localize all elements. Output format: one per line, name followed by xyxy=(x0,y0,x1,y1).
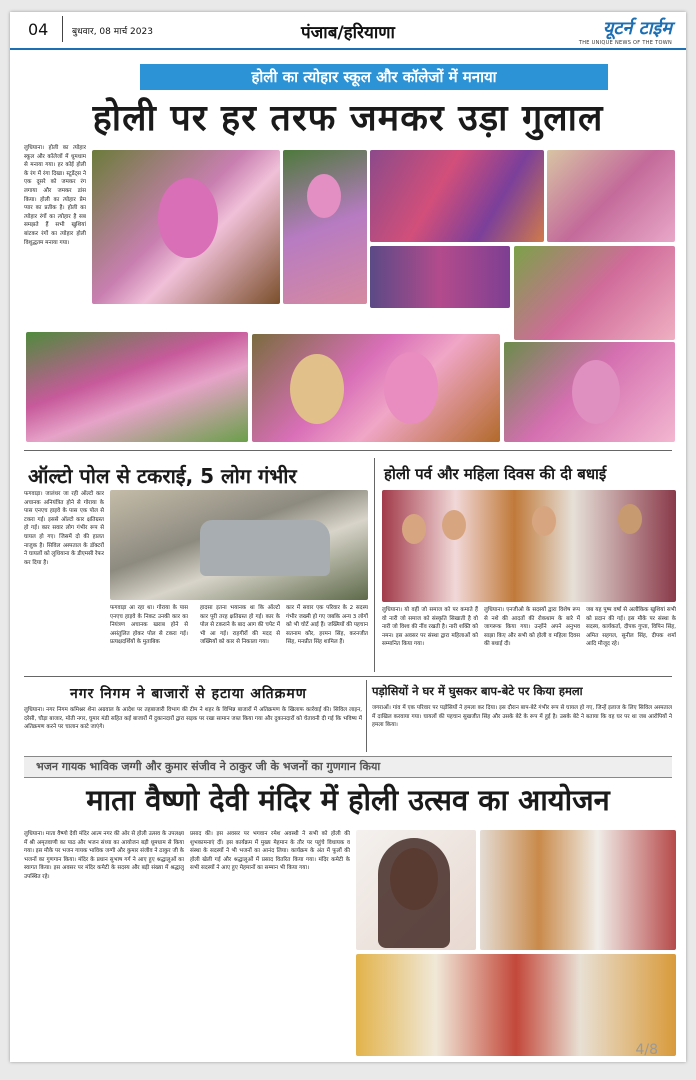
car-shape xyxy=(200,520,330,576)
story3-body-a: लुधियाना। यो वहीं जो समाज को पर कमाते हैं वो नारी जो समाज को संस्कृति सिखाती है वो नारी जो विश्व की नींव रखती है। नारी शक्ति को नमन। इस अवसर पर संस्था द्वारा महिलाओं को सम्मानित किया गया। xyxy=(382,607,478,648)
story5-body: जगराओं। गांव में एक परिवार पर पड़ोसियों ने हमला कर दिया। इस दौरान बाप-बेटे गंभीर रूप से घायल हो गए, जिन्हें इलाज के लिए सिविल अस्पताल में दाखिल करवाया गया। घायलों की पहचान सुखजीत सिंह और उसके बेटे के रूप में हुई है। उसके बेटे ने बताया कि वह घर पर था जब आरोपियों ने हमला किया। xyxy=(372,705,672,729)
face-shape xyxy=(532,506,556,536)
section-title: पंजाब/हरियाणा xyxy=(301,23,395,43)
issue-date: बुधवार, 08 मार्च 2023 xyxy=(72,27,153,37)
car-accident-photo xyxy=(110,490,368,600)
story6-subheadline: भजन गायक भाविक जग्गी और कुमार संजीव ने ठाकुर जी के भजनों का गुणगान किया xyxy=(36,760,381,773)
page-indicator: 4/8 xyxy=(635,1042,658,1058)
story5-headline: पड़ोसियों ने घर में घुसकर बाप-बेटे पर किया हमला xyxy=(372,684,583,698)
holi-photo-6 xyxy=(514,246,675,340)
story4-body: लुधियाना। नगर निगम कमिश्नर शेना अग्रवाल के आदेश पर तहबाजारी विभाग की टीम ने शहर के विभिन्न बाजारों में अतिक्रमण के खिलाफ कार्रवाई की। सिविल लाइन, दरेसी, चौड़ा बाजार, मोती नगर, घुमार मंडी सहित कई बाजारों में दुकानदारों द्वारा सड़क पर रखा सामान जब्त किया गया और दुकानदारों को चेतावनी दी गई कि भविष्य में अतिक्रमण करने पर चालान काटे जाएंगे। xyxy=(24,707,362,731)
face-shape xyxy=(384,352,438,424)
story3-headline: होली पर्व और महिला दिवस की दी बधाई xyxy=(384,465,607,483)
page-header xyxy=(10,12,686,50)
story6-subheadline-bar xyxy=(24,756,672,778)
face-shape xyxy=(402,514,426,544)
page-number: 04 xyxy=(28,20,49,39)
face-shape xyxy=(442,510,466,540)
story2-body-d: कार में सवार एक परिवार के 2 सदस्य गंभीर जख्मी हो गए जबकि अन्य 3 लोगों को भी चोटें आई हैं। जख्मियों की पहचान सतनाम कौर, हरमन सिंह, करनजीत सिंह, मनप्रीत सिंह शामिल हैं। xyxy=(286,605,368,646)
holi-photo-7 xyxy=(26,332,248,442)
story1-banner: होली का त्योहार स्कूल और कॉलेजों में मनाया xyxy=(140,64,608,90)
story6-body-a: लुधियाना। माता वैष्णो देवी मंदिर आत्म नगर की ओर से होली उत्सव के उपलक्ष्य में श्री अमृतवाणी का पाठ और भजन संध्या का आयोजन बड़ी धूमधाम से किया गया। इस मौके पर भजन गायक भाविक जग्गी और कुमार संजीव ने ठाकुर जी के भजनों का गुणगान किया। मंदिर के प्रधान सुभाष गर्ग ने आए हुए श्रद्धालुओं का स्वागत किया। इस अवसर पर मंदिर कमेटी के सदस्य और बड़ी संख्या में श्रद्धालु उपस्थित रहे। xyxy=(24,831,184,880)
holi-photo-5 xyxy=(370,246,510,308)
story1-headline: होली पर हर तरफ जमकर उड़ा गुलाल xyxy=(92,98,604,139)
womens-day-photo xyxy=(382,490,676,602)
holi-photo-1 xyxy=(92,150,280,304)
story2-headline: ऑल्टो पोल से टकराई, 5 लोग गंभीर xyxy=(28,464,297,488)
holi-photo-3 xyxy=(370,150,544,242)
temple-group-photo-1 xyxy=(480,830,676,950)
holi-photo-2 xyxy=(283,150,367,304)
face-shape xyxy=(307,174,341,218)
newspaper-page xyxy=(10,12,686,1062)
temple-group-photo-2 xyxy=(356,954,676,1056)
story3-body-b: लुधियाना। एनजीओ के सदस्यों द्वारा विशेष रूप से नशे की आदतों की रोकथाम के बारे में जागरूक किया गया। उन्होंने अपने अनुभव साझा किए और सभी को होली व महिला दिवस की बधाई दी। xyxy=(484,607,580,648)
holi-photo-9 xyxy=(504,342,675,442)
story4-headline: नगर निगम ने बाजारों से हटाया अतिक्रमण xyxy=(70,686,307,702)
story-divider xyxy=(24,450,672,451)
face-shape xyxy=(618,504,642,534)
column-divider xyxy=(366,680,367,752)
face-shape xyxy=(158,178,218,258)
singer-photo xyxy=(356,830,476,950)
column-divider xyxy=(374,458,375,672)
story2-body-b: फगवाड़ा आ रहा था। गोराया के पास एनएच हाइवे के निकट उनकी कार का नियंत्रण अचानक खराब होने से असंतुलित होकर पोल से टकरा गई। प्रत्यक्षदर्शियों के मुताबिक xyxy=(110,605,188,646)
hair-shape xyxy=(378,838,450,948)
story2-body-c: हादसा इतना भयानक था कि ऑल्टो कार पूरी तरह क्षतिग्रस्त हो गई। कार के पोल से टकराने के बाद आग की चपेट में भी आ गई। राहगीरों की मदद से जख्मियों को कार से निकाला गया। xyxy=(200,605,280,646)
story-divider xyxy=(24,676,672,677)
holi-photo-8 xyxy=(252,334,500,442)
story1-body: लुधियाना। होली का त्योहार स्कूल और कॉलेजों में धूमधाम से मनाया गया। हर कोई होली के रंग में रंगा दिखा। स्टूडेंट्स ने एक दूसरे को जमकर रंग लगाया और जमकर डांस किया। होली का त्योहार प्रेम प्यार का प्रतीक है। होली का त्योहार रंगों का त्योहार है सब समझते हैं सभी खुशियां बांटकर रंगों का त्योहार होली विशुद्धतम मनाया गया। xyxy=(24,145,86,246)
story6-body-b: प्रसाद की। इस अवसर पर भगवान रमेश अवस्थी ने सभी को होली की शुभकामनाएं दीं। इस कार्यक्रम में मुख्य मेहमान के तौर पर पहुंचे विधायक व संस्था के सदस्यों ने भी भजनों का आनंद लिया। कार्यक्रम के अंत में फूलों की होली खेली गई और श्रद्धालुओं में प्रसाद वितरित किया गया। मंदिर कमेटी के सभी सदस्यों ने आए हुए मेहमानों का सम्मान भी किया गया। xyxy=(190,831,350,872)
face-shape xyxy=(572,360,620,424)
story6-headline: माता वैष्णो देवी मंदिर में होली उत्सव का आयोजन xyxy=(86,783,610,817)
story2-body-a: फगवाड़ा। जालंधर जा रही ऑल्टो कार अचानक अनियंत्रित होने से गोराया के पास एनएच हाइवे के पास एक पोल से टकरा गई। इससे ऑल्टो कार क्षतिग्रस्त हो गई। कार सवार लोग गंभीर रूप से घायल हो गए। जिसमें दो की हालत नाजुक है। सिविल अस्पताल के डॉक्टरों ने घायलों को लुधियाना के डीएमसी रेफर कर दिया है। xyxy=(24,491,104,566)
story3-body-c: जब यह पुष्प वर्षा से अलौकिक खुशियां सभी को प्रदान की गई। इस मौके पर संस्था के सदस्य, कार्यकर्ता, दीपक गुप्ता, विपिन सिंह, अमित सहगल, सुनील सिंह, दीपक शर्मा आदि मौजूद रहे। xyxy=(586,607,676,648)
holi-photo-4 xyxy=(547,150,675,242)
masthead-logo: यूटर्न टाईम THE UNIQUE NEWS OF THE TOWN xyxy=(578,18,672,46)
face-shape xyxy=(290,354,344,424)
